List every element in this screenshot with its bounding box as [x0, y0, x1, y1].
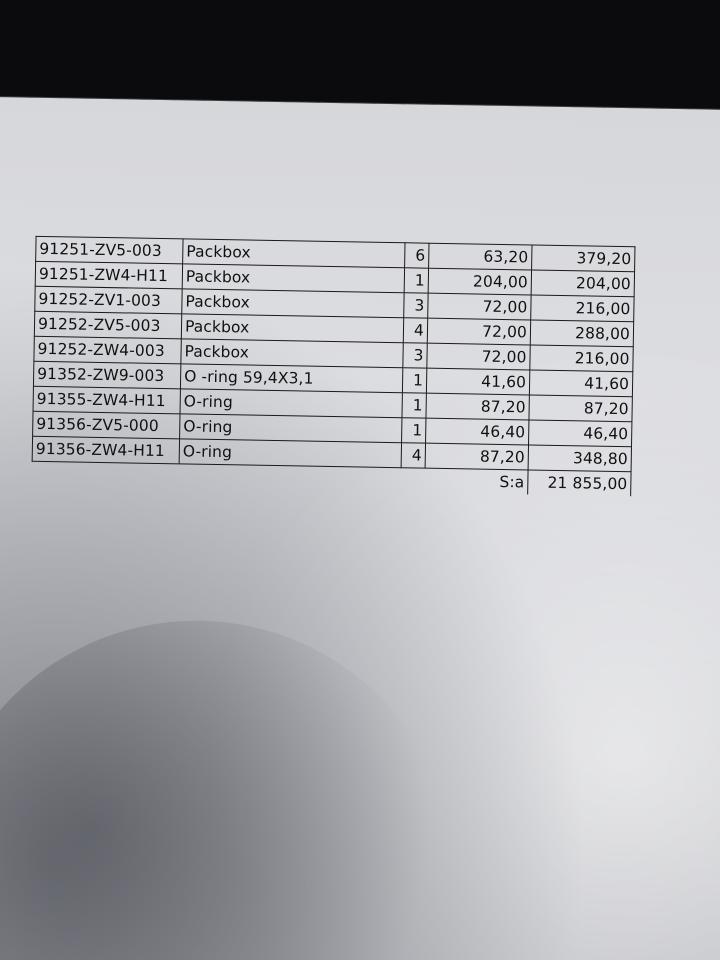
- shadow: [0, 616, 461, 960]
- quantity: 6: [405, 243, 429, 268]
- part-description: O-ring: [180, 414, 402, 443]
- quantity: 4: [401, 443, 425, 468]
- part-code: 91252-ZV5-003: [34, 311, 181, 339]
- quantity: 3: [404, 293, 428, 318]
- line-total: 46,40: [529, 420, 632, 447]
- empty-cell: [32, 461, 179, 488]
- empty-cell: [401, 468, 425, 493]
- part-description: Packbox: [183, 239, 405, 268]
- unit-price: 204,00: [428, 268, 531, 295]
- quantity: 1: [402, 418, 426, 443]
- part-description: Packbox: [181, 314, 403, 343]
- part-code: 91352-ZW9-003: [33, 361, 180, 389]
- line-total: 41,60: [529, 370, 632, 397]
- part-code: 91252-ZV1-003: [35, 286, 182, 314]
- part-description: O -ring 59,4X3,1: [180, 364, 402, 393]
- part-code: 91252-ZW4-003: [34, 336, 181, 364]
- line-total: 216,00: [530, 345, 633, 372]
- quantity: 4: [403, 318, 427, 343]
- quantity: 1: [402, 368, 426, 393]
- line-total: 288,00: [530, 320, 633, 347]
- part-description: Packbox: [181, 339, 403, 368]
- quantity: 1: [404, 268, 428, 293]
- unit-price: 72,00: [427, 343, 530, 370]
- quantity: 1: [402, 393, 426, 418]
- line-total: 379,20: [532, 245, 635, 272]
- line-total: 204,00: [531, 270, 634, 297]
- unit-price: 87,20: [426, 393, 529, 420]
- part-code: 91251-ZW4-H11: [35, 261, 182, 289]
- sum-value: 21 855,00: [528, 470, 631, 496]
- empty-cell: [179, 464, 401, 492]
- part-code: 91356-ZW4-H11: [32, 436, 179, 464]
- line-total: 348,80: [528, 445, 631, 472]
- parts-table: [31, 236, 635, 496]
- part-code: 91251-ZV5-003: [36, 236, 183, 264]
- unit-price: 87,20: [425, 443, 528, 470]
- line-total: 216,00: [531, 295, 634, 322]
- part-description: O-ring: [179, 439, 401, 468]
- part-description: Packbox: [182, 289, 404, 318]
- line-total: 87,20: [529, 395, 632, 422]
- part-code: 91355-ZW4-H11: [33, 386, 180, 414]
- part-code: 91356-ZV5-000: [33, 411, 180, 439]
- quantity: 3: [403, 343, 427, 368]
- unit-price: 63,20: [429, 243, 532, 270]
- part-description: O-ring: [180, 389, 402, 418]
- part-description: Packbox: [182, 264, 404, 293]
- unit-price: 72,00: [428, 293, 531, 320]
- unit-price: 41,60: [426, 368, 529, 395]
- sum-label: S:a: [425, 468, 528, 494]
- unit-price: 72,00: [427, 318, 530, 345]
- paper-sheet: [0, 97, 720, 960]
- unit-price: 46,40: [426, 418, 529, 445]
